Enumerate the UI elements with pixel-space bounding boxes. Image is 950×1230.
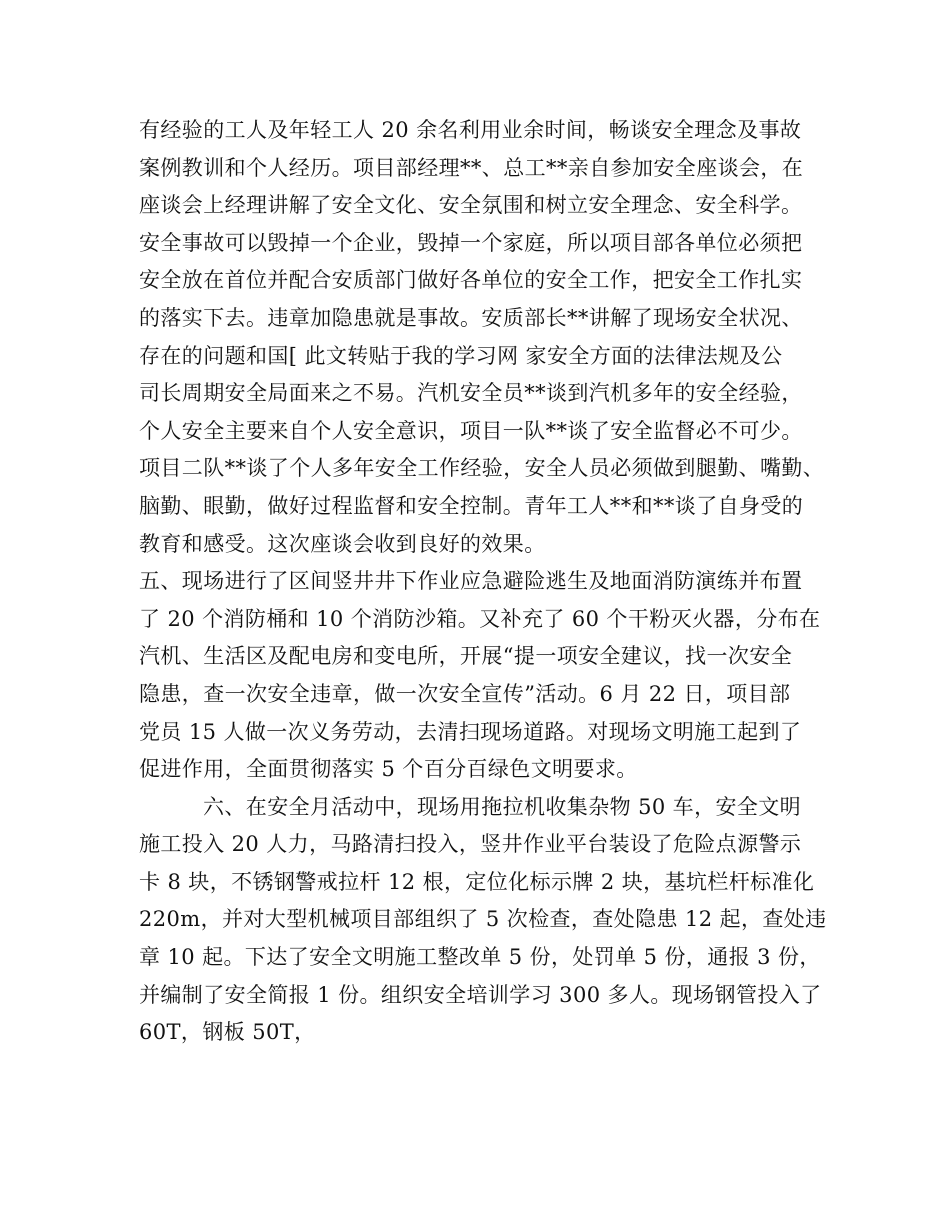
text-line: 个人安全主要来自个人安全意识，项目一队**谈了安全监督必不可少。 (139, 418, 803, 443)
text-line: 卡 8 块，不锈钢警戒拉杆 12 根，定位化标示牌 2 块，基坑栏杆标准化 (139, 869, 815, 894)
body-text (139, 112, 839, 1052)
text-line: 案例教训和个人经历。项目部经理**、总工**亲自参加安全座谈会，在 (139, 155, 804, 180)
text-line: 司长周期安全局面来之不易。汽机安全员**谈到汽机多年的安全经验， (139, 381, 803, 406)
text-line: 的落实下去。违章加隐患就是事故。安质部长**讲解了现场安全状况、 (139, 305, 803, 330)
text-line: 了 20 个消防桶和 10 个消防沙箱。又补充了 60 个干粉灭火器，分布在 (139, 606, 821, 631)
text-line: 汽机、生活区及配电房和变电所，开展“提一项安全建议，找一次安全 (139, 644, 793, 669)
text-line: 隐患，查一次安全违章，做一次安全宣传”活动。6 月 22 日，项目部 (139, 681, 791, 706)
text-line: 存在的问题和国[ 此文转贴于我的学习网 家安全方面的法律法规及公 (139, 343, 783, 368)
text-line: 220m，并对大型机械项目部组织了 5 次检查，查处隐患 12 起，查处违 (139, 907, 827, 932)
text-line: 安全事故可以毁掉一个企业，毁掉一个家庭，所以项目部各单位必须把 (139, 230, 803, 255)
text-line: 教育和感受。这次座谈会收到良好的效果。 (139, 531, 546, 556)
text-line: 章 10 起。下达了安全文明施工整改单 5 份，处罚单 5 份，通报 3 份， (139, 945, 821, 970)
text-line: 六、在安全月活动中，现场用拖拉机收集杂物 50 车，安全文明 (203, 794, 802, 819)
text-line: 脑勤、眼勤，做好过程监督和安全控制。青年工人**和**谈了自身受的 (139, 493, 804, 518)
text-line: 项目二队**谈了个人多年安全工作经验，安全人员必须做到腿勤、嘴勤、 (139, 456, 825, 481)
text-line: 施工投入 20 人力，马路清扫投入，竖井作业平台装设了危险点源警示 (139, 832, 802, 857)
text-line: 座谈会上经理讲解了安全文化、安全氛围和树立安全理念、安全科学。 (139, 193, 803, 218)
text-line: 并编制了安全简报 1 份。组织安全培训学习 300 多人。现场钢管投入了 (139, 982, 822, 1007)
text-line: 60T，钢板 50T， (139, 1020, 316, 1045)
text-line: 有经验的工人及年轻工人 20 余名利用业余时间，畅谈安全理念及事故 (139, 118, 802, 142)
text-line: 五、现场进行了区间竖井井下作业应急避险逃生及地面消防演练并布置 (139, 569, 803, 594)
text-line: 安全放在首位并配合安质部门做好各单位的安全工作，把安全工作扎实 (139, 268, 803, 293)
text-line: 党员 15 人做一次义务劳动，去清扫现场道路。对现场文明施工起到了 (139, 719, 802, 744)
text-line: 促进作用，全面贯彻落实 5 个百分百绿色文明要求。 (139, 757, 638, 782)
